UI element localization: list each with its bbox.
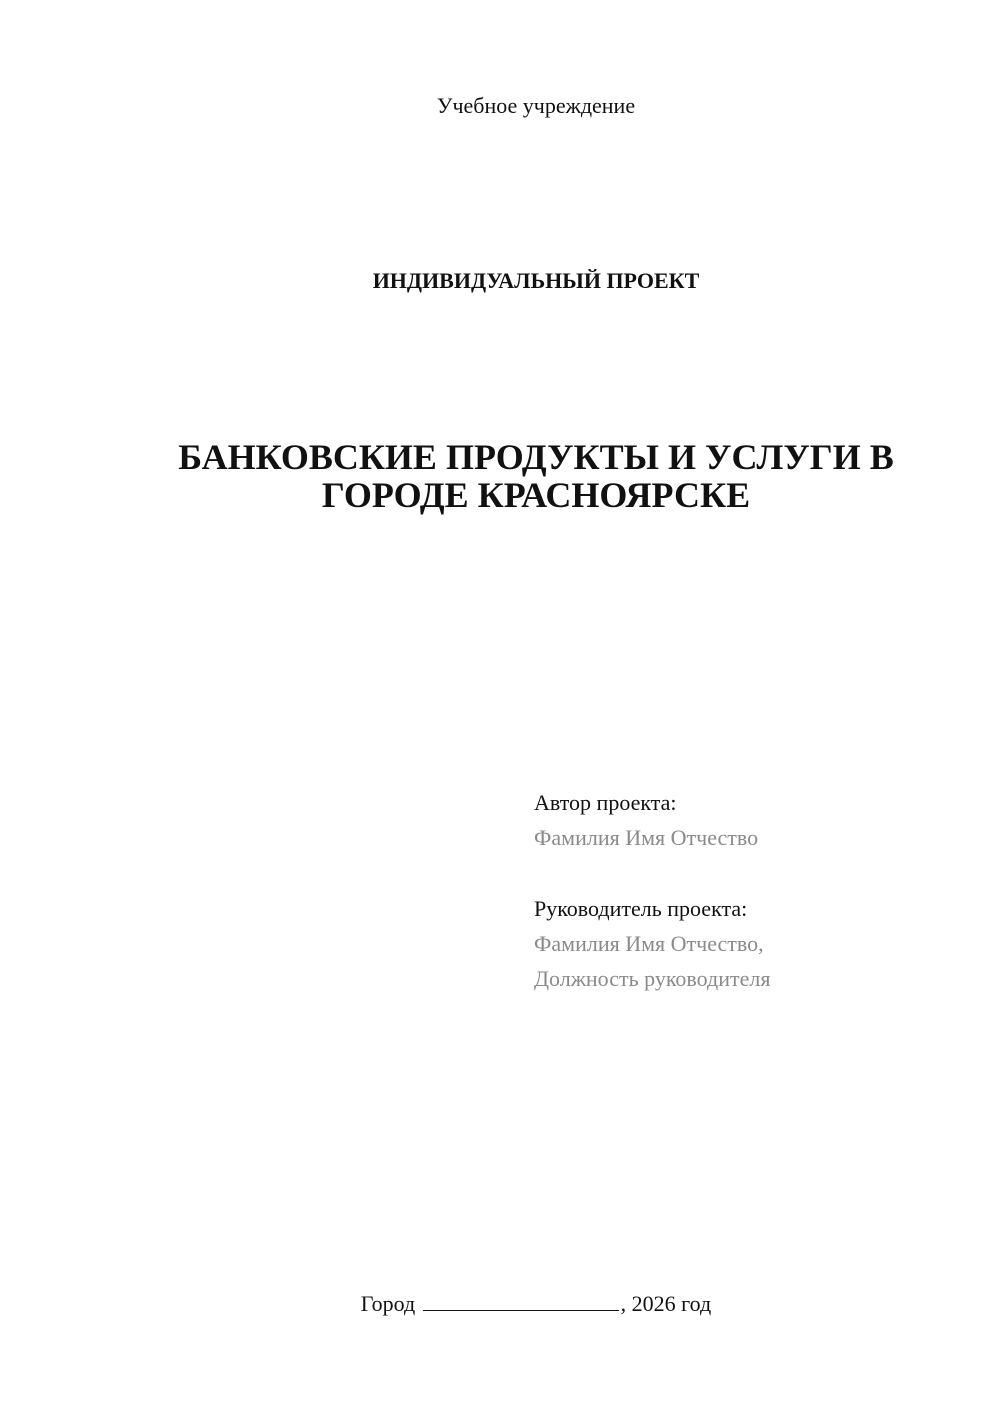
project-title-line-1: БАНКОВСКИЕ ПРОДУКТЫ И УСЛУГИ В bbox=[178, 437, 894, 477]
project-title bbox=[130, 438, 942, 514]
project-title-line-2: ГОРОДЕ КРАСНОЯРСКЕ bbox=[321, 475, 751, 515]
city-label: Город bbox=[360, 1291, 416, 1316]
year-text: , 2026 год bbox=[620, 1291, 712, 1316]
author-label: Автор проекта: bbox=[534, 790, 677, 815]
supervisor-label: Руководитель проекта: bbox=[534, 896, 748, 921]
city-blank-line bbox=[423, 1292, 619, 1311]
supervisor-block bbox=[534, 891, 974, 996]
supervisor-position: Должность руководителя bbox=[534, 966, 771, 991]
city-year-line bbox=[0, 1290, 1000, 1318]
author-block bbox=[534, 785, 974, 855]
institution-name: Учебное учреждение bbox=[436, 93, 636, 118]
author-name: Фамилия Имя Отчество bbox=[534, 825, 759, 850]
supervisor-name: Фамилия Имя Отчество, bbox=[534, 931, 764, 956]
project-type: ИНДИВИДУАЛЬНЫЙ ПРОЕКТ bbox=[372, 268, 700, 293]
